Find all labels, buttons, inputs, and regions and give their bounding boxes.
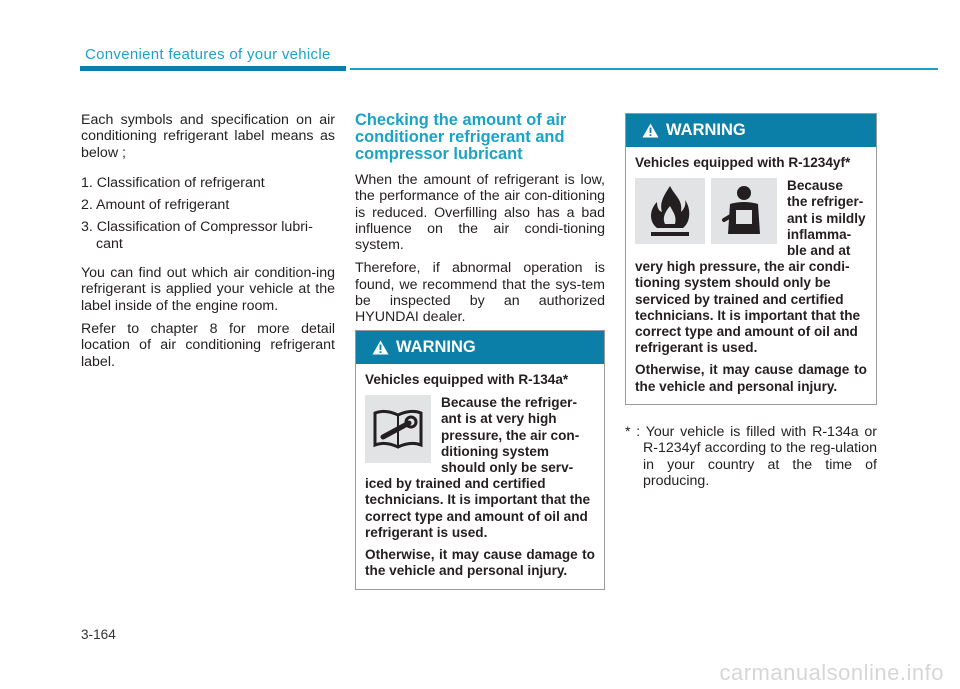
list-item: 2. Amount of refrigerant — [81, 197, 230, 214]
label-items-list — [81, 175, 335, 252]
warning-consequence-text: Otherwise, it may cause damage to the vehicle and personal injury. — [635, 362, 867, 394]
trained-technician-icon — [711, 178, 777, 244]
warning-box-r1234yf — [625, 113, 877, 405]
section-heading: Checking the amount of air conditioner refrigerant and compressor lubricant — [355, 111, 567, 163]
list-item: 1. Classification of refrigerant — [81, 174, 265, 191]
warning-text: Because the refriger-ant is at very high pressure, the air con-ditioning system should only be serv-iced by trained and certified technicians. It is important that the correct type and amount of oil and refrigerant is used. — [365, 395, 591, 540]
section-title: Convenient features of your vehicle — [85, 46, 331, 63]
intro-column — [81, 112, 335, 377]
warning-header — [356, 331, 604, 364]
warning-text: Because the refriger-ant is mildly inflamma-ble and at very high pressure, the air condi-tioning system should only be serviced by trained and certified technicians. It is important that the correct type and amount of oil and refrigerant is used. — [635, 178, 866, 356]
watermark: carmanualsonline.info — [719, 660, 944, 685]
flammable-icon — [635, 178, 705, 244]
intro-paragraph: Each symbols and specification on air conditioning refrigerant label means as below ; — [81, 112, 335, 161]
warning-subheading: Vehicles equipped with R-134a* — [365, 372, 569, 387]
checking-column — [355, 112, 605, 333]
dealer-inspection-paragraph: Therefore, if abnormal operation is found, we recommend that the sys-tem be inspected by an authorized HYUNDAI dealer. — [355, 260, 605, 326]
list-item: 3. Classification of Compressor lubri-cant — [81, 219, 313, 252]
warning-box-r134a — [355, 330, 605, 590]
warning-header — [626, 114, 876, 147]
warning-label: WARNING — [666, 121, 746, 139]
header-bar — [80, 66, 346, 71]
label-location-paragraph: You can find out which air condition-ing refrigerant is applied your vehicle at the label inside of the engine room. — [81, 265, 335, 314]
header-rule — [350, 68, 938, 70]
chapter-reference-paragraph: Refer to chapter 8 for more detail location of air conditioning refrigerant label. — [81, 320, 335, 370]
refrigerant-amount-paragraph: When the amount of refrigerant is low, the performance of the air con-ditioning is reduced. Overfilling also has a bad influence on the air condi-tioning system. — [355, 172, 605, 254]
warning-label: WARNING — [396, 338, 476, 356]
warning-triangle-icon — [372, 340, 389, 355]
warning-subheading: Vehicles equipped with R-1234yf* — [635, 155, 851, 170]
service-manual-icon — [365, 395, 431, 463]
footnote-text: * : Your vehicle is filled with R-134a or R-1234yf according to the reg-ulation in your country at the time of producing. — [625, 424, 877, 489]
refrigerant-footnote — [625, 424, 877, 489]
warning-consequence-text: Otherwise, it may cause damage to the vehicle and personal injury. — [365, 547, 595, 579]
page-number: 3-164 — [81, 627, 116, 642]
warning-triangle-icon — [642, 123, 659, 138]
